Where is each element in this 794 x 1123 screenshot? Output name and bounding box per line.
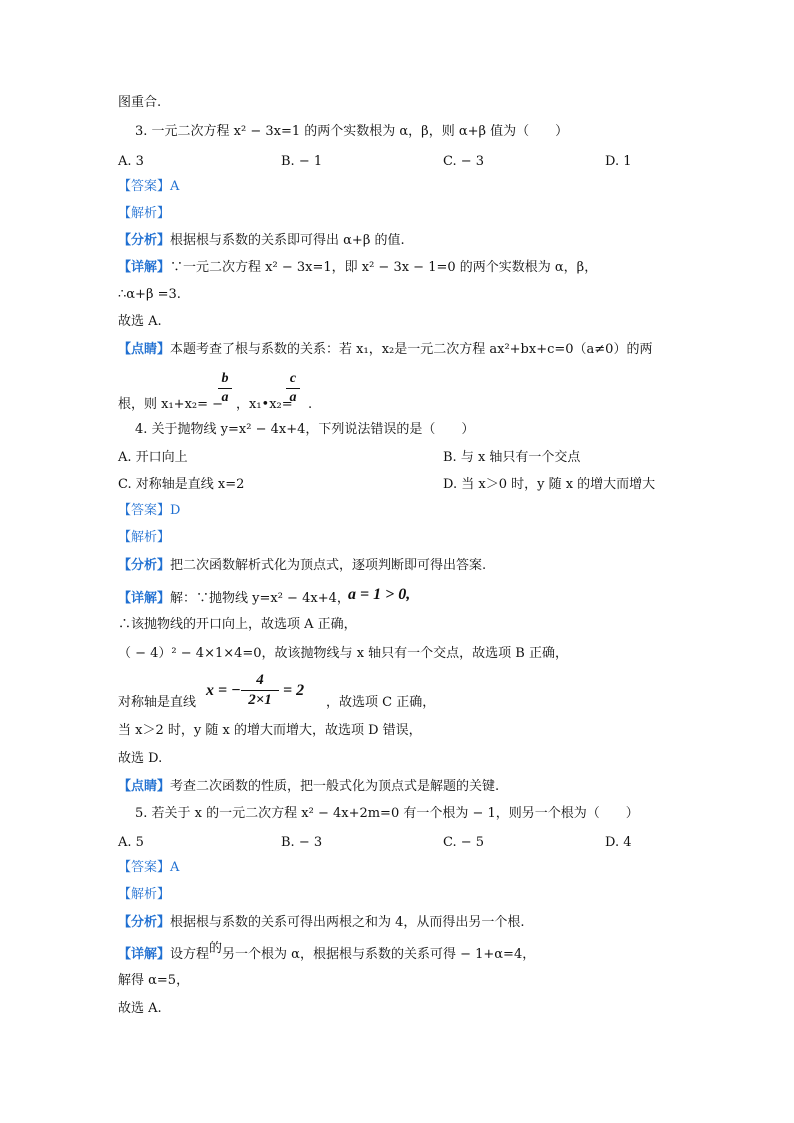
text-line: 对称轴是直线 bbox=[118, 695, 197, 710]
fraction-c-over-a bbox=[286, 371, 300, 406]
fraction-bar bbox=[241, 690, 279, 691]
analysis-fenxi bbox=[118, 914, 525, 932]
option-c: C. − 5 bbox=[443, 835, 485, 850]
fraction-denominator: a bbox=[289, 390, 297, 405]
analysis-label: 【解析】 bbox=[118, 530, 171, 545]
fenxi-text: 把二次函数解析式化为顶点式，逐项判断即可得出答案. bbox=[170, 558, 487, 573]
analysis-label: 【解析】 bbox=[118, 887, 171, 902]
fraction-denominator: a bbox=[221, 390, 229, 405]
dianjing-tag: 【点睛】 bbox=[118, 779, 171, 794]
option-a: A. 5 bbox=[118, 835, 144, 850]
text-line: ，故选项 C 正确， bbox=[326, 695, 436, 710]
xiangjie-tag: 【详解】 bbox=[118, 947, 171, 962]
text-line: 当 x＞2 时，y 随 x 的增大而增大，故选项 D 错误， bbox=[118, 723, 422, 738]
fraction-denominator: 2×1 bbox=[248, 692, 272, 708]
text-line: 故选 A. bbox=[118, 1001, 162, 1016]
answer-label: 【答案】D bbox=[118, 503, 181, 518]
dianjing-text: 考查二次函数的性质，把一般式化为顶点式是解题的关键. bbox=[170, 779, 500, 794]
analysis-xiangjie bbox=[118, 590, 350, 608]
fenxi-text: 根据根与系数的关系即可得出 α+β 的值. bbox=[170, 233, 405, 248]
analysis-fenxi bbox=[118, 232, 405, 250]
question-5: 5. 若关于 x 的一元二次方程 x² − 4x+2m=0 有一个根为 − 1，则另一个根为（ ） bbox=[135, 806, 639, 821]
dianjing-tag: 【点睛】 bbox=[118, 342, 171, 357]
math-a-positive: a = 1 > 0, bbox=[348, 586, 411, 603]
analysis-dianjing bbox=[118, 341, 652, 359]
analysis-dianjing bbox=[118, 778, 499, 796]
fenxi-text: 根据根与系数的关系可得出两根之和为 4，从而得出另一个根. bbox=[170, 915, 525, 930]
question-3: 3. 一元二次方程 x² − 3x=1 的两个实数根为 α，β，则 α+β 值为（ ） bbox=[135, 124, 569, 139]
xiangjie-tag: 【详解】 bbox=[118, 260, 171, 275]
analysis-label: 【解析】 bbox=[118, 206, 171, 221]
analysis-xiangjie bbox=[118, 941, 536, 964]
text-line: ，x₁•x₂= bbox=[236, 397, 293, 412]
xiangjie-text-a: 设方程 bbox=[170, 947, 210, 962]
analysis-xiangjie bbox=[118, 259, 597, 277]
xiangjie-text: ∵一元二次方程 x² − 3x=1，即 x² − 3x − 1=0 的两个实数根为 α，β， bbox=[170, 260, 598, 275]
option-d: D. 当 x＞0 时，y 随 x 的增大而增大 bbox=[443, 477, 656, 492]
fraction-numerator: b bbox=[221, 371, 229, 386]
math-axis-lhs: x = − bbox=[206, 682, 241, 699]
text-line: . bbox=[308, 397, 313, 412]
analysis-fenxi bbox=[118, 557, 486, 575]
option-c: C. 对称轴是直线 x=2 bbox=[118, 477, 245, 492]
text-line: ∴该抛物线的开口向上，故选项 A 正确， bbox=[118, 617, 357, 632]
xiangjie-de: 的 bbox=[209, 941, 223, 956]
text-line: 图重合. bbox=[118, 95, 162, 110]
option-b: B. 与 x 轴只有一个交点 bbox=[443, 450, 581, 465]
fenxi-tag: 【分析】 bbox=[118, 233, 171, 248]
fraction-numerator: 4 bbox=[256, 672, 264, 688]
option-b: B. − 3 bbox=[281, 835, 323, 850]
fraction-bar bbox=[286, 388, 300, 389]
text-line: ∴α+β =3. bbox=[118, 287, 181, 302]
text-line: 根，则 x₁+x₂= − bbox=[118, 397, 224, 412]
question-4: 4. 关于抛物线 y=x² − 4x+4，下列说法错误的是（ ） bbox=[135, 422, 475, 437]
option-a: A. 3 bbox=[118, 154, 144, 169]
text-line: 解得 α=5， bbox=[118, 973, 190, 988]
option-d: D. 1 bbox=[605, 154, 632, 169]
option-b: B. − 1 bbox=[281, 154, 323, 169]
xiangjie-text-b: 另一个根为 α，根据根与系数的关系可得 − 1+α=4， bbox=[222, 947, 536, 962]
math-axis-rhs: = 2 bbox=[283, 682, 305, 699]
xiangjie-tag: 【详解】 bbox=[118, 591, 171, 606]
option-d: D. 4 bbox=[605, 835, 632, 850]
xiangjie-text: 解：∵抛物线 y=x² − 4x+4， bbox=[170, 591, 350, 606]
text-line: 故选 A. bbox=[118, 314, 162, 329]
fenxi-tag: 【分析】 bbox=[118, 558, 171, 573]
fenxi-tag: 【分析】 bbox=[118, 915, 171, 930]
text-line: （ − 4）² − 4×1×4=0，故该抛物线与 x 轴只有一个交点，故选项 B 正确， bbox=[118, 646, 568, 661]
dianjing-text: 本题考查了根与系数的关系：若 x₁，x₂是一元二次方程 ax²+bx+c=0（a≠0）的两 bbox=[170, 342, 653, 357]
fraction-axis bbox=[241, 672, 279, 709]
answer-label: 【答案】A bbox=[118, 179, 180, 194]
text-line: 故选 D. bbox=[118, 751, 163, 766]
option-a: A. 开口向上 bbox=[118, 450, 188, 465]
fraction-b-over-a bbox=[218, 371, 232, 406]
fraction-bar bbox=[218, 388, 232, 389]
option-c: C. − 3 bbox=[443, 154, 485, 169]
fraction-numerator: c bbox=[289, 371, 297, 386]
answer-label: 【答案】A bbox=[118, 860, 180, 875]
